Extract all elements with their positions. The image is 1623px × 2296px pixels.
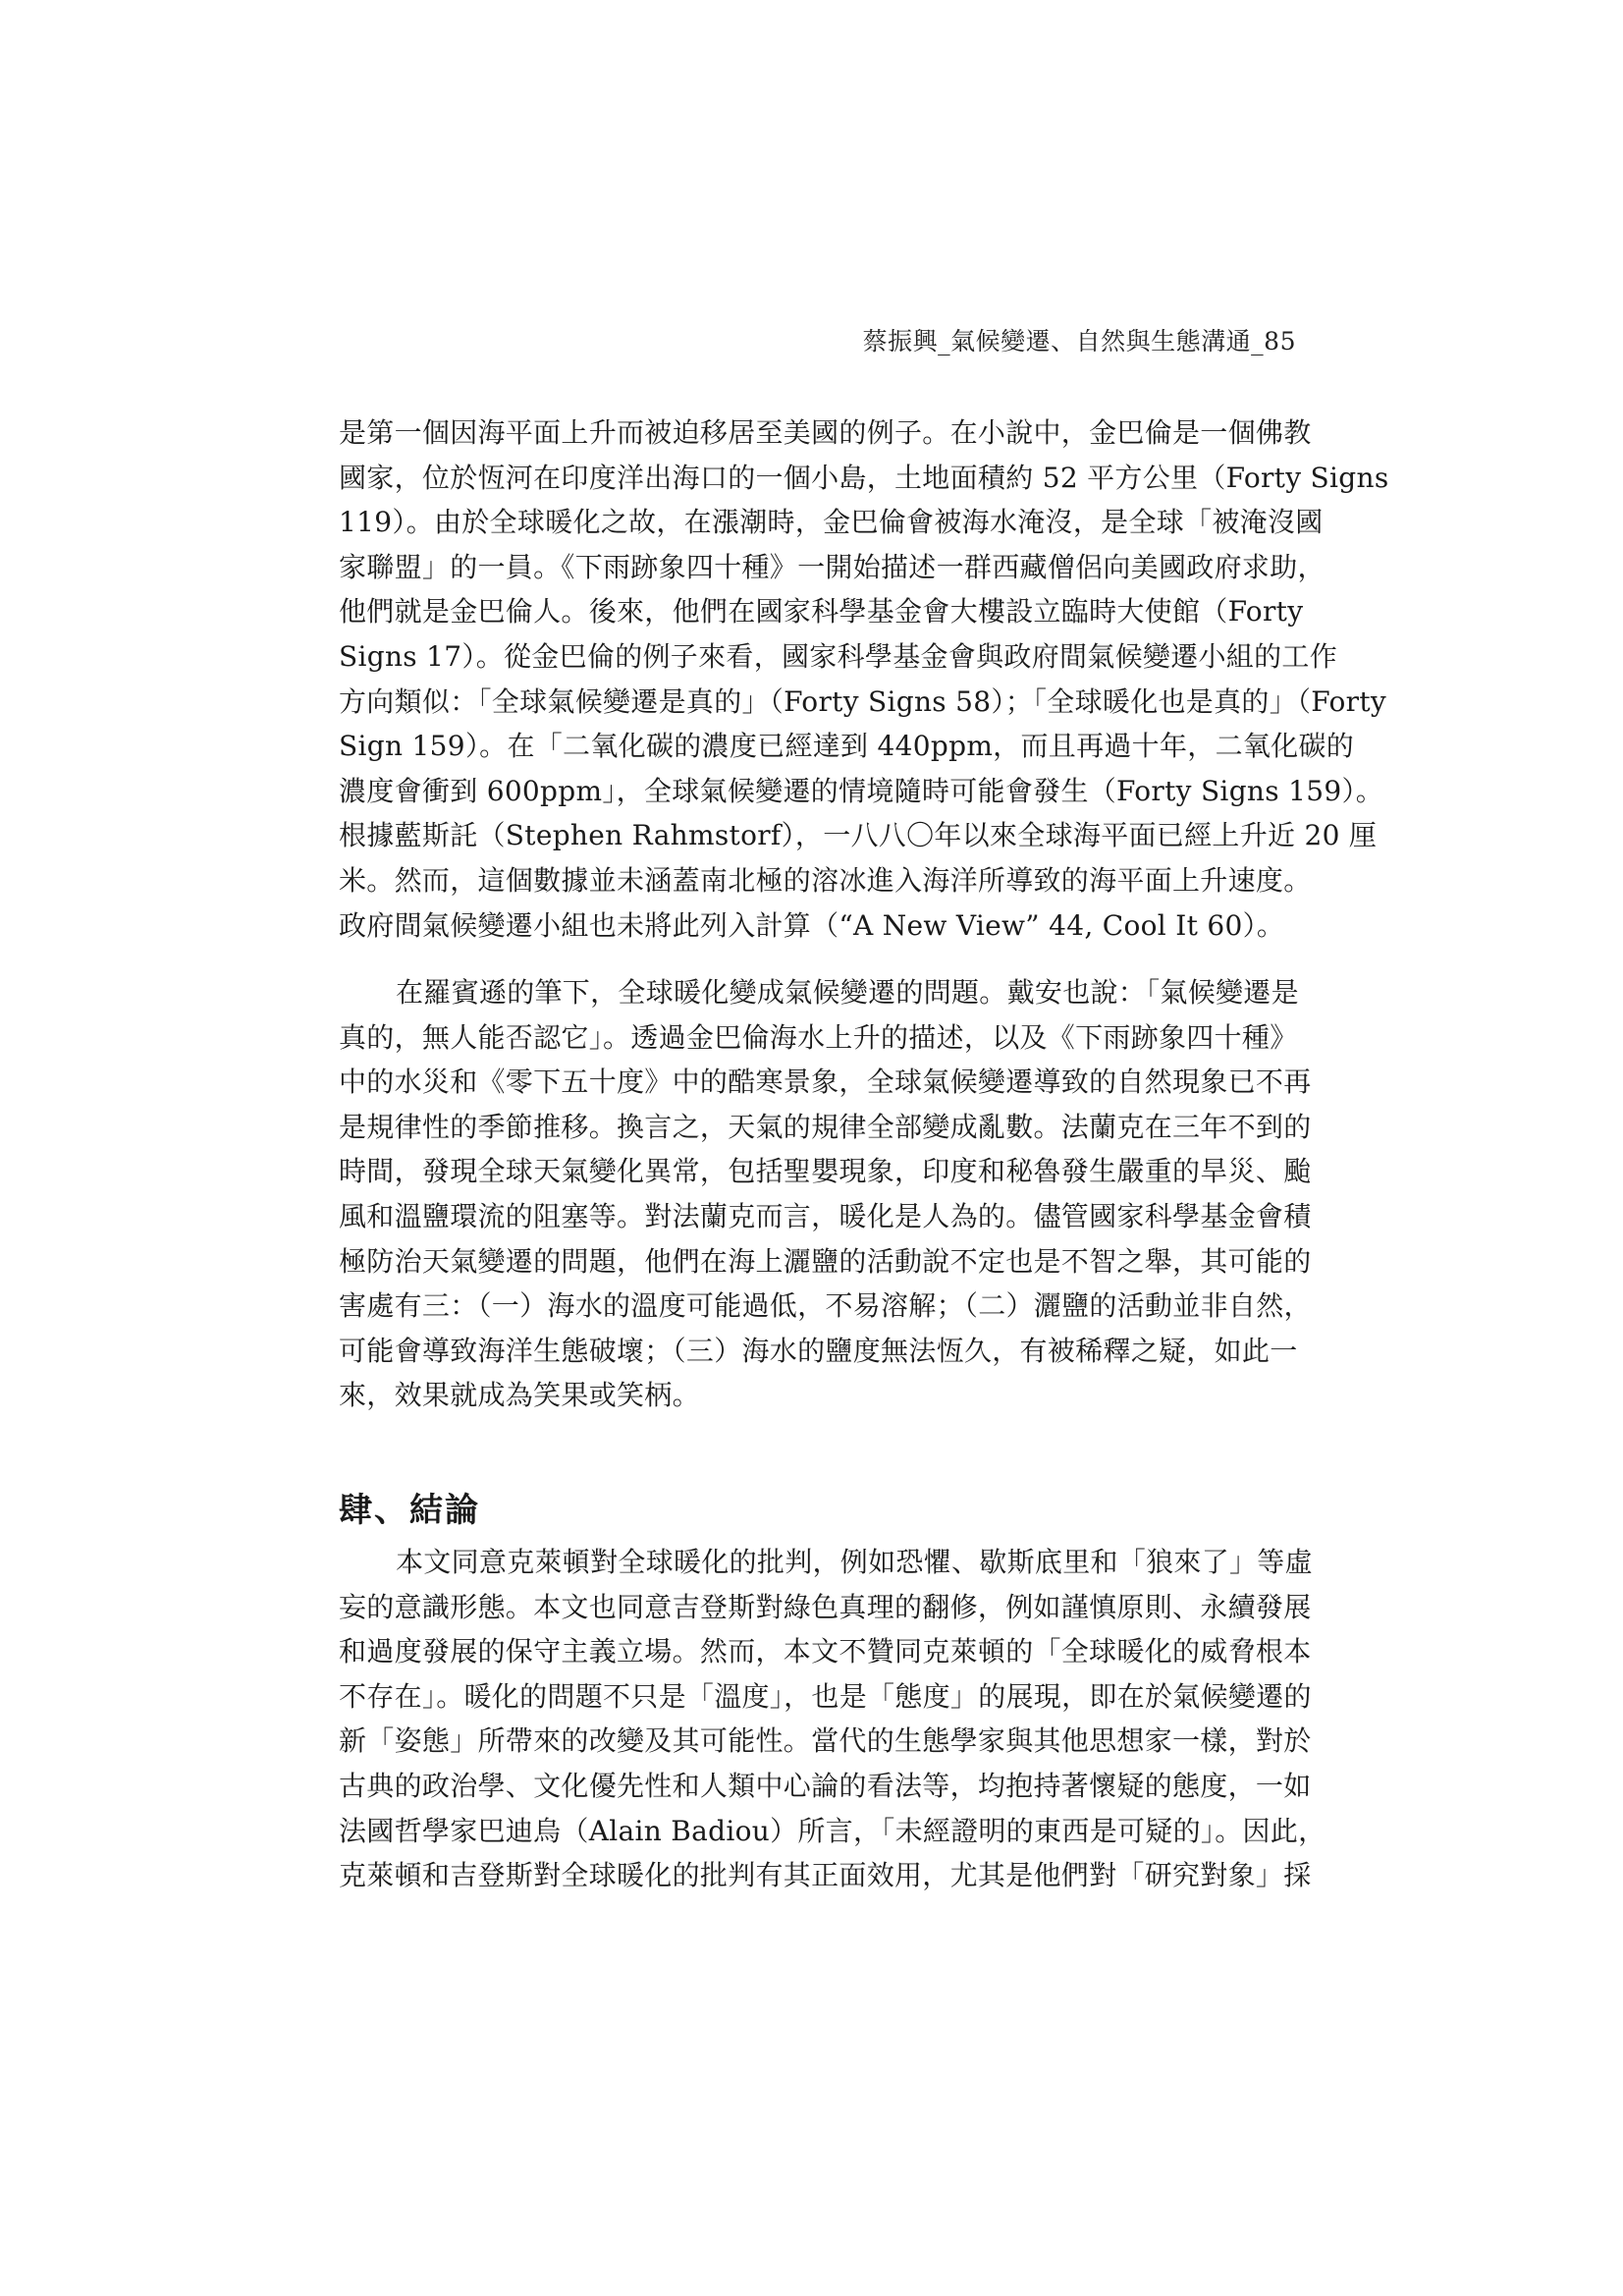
paragraph-line: 是規律性的季節推移。換言之，天氣的規律全部變成亂數。法蘭克在三年不到的	[339, 1110, 1312, 1143]
paragraph-line: 他們就是金巴倫人。後來，他們在國家科學基金會大樓設立臨時大使館（Forty	[339, 595, 1304, 629]
paragraph-line: 國家，位於恆河在印度洋出海口的一個小島，土地面積約 52 平方公里（Forty Signs	[339, 461, 1389, 494]
paragraph-line: 不存在」。暖化的問題不只是「溫度」，也是「態度」的展現，即在於氣候變遷的	[339, 1679, 1312, 1713]
paragraph-line: 本文同意克萊頓對全球暖化的批判，例如恐懼、歇斯底里和「狼來了」等虛	[396, 1546, 1313, 1578]
paragraph-line: 新「姿態」所帶來的改變及其可能性。當代的生態學家與其他思想家一樣，對於	[339, 1724, 1312, 1758]
paragraph-line: 克萊頓和吉登斯對全球暖化的批判有其正面效用，尤其是他們對「研究對象」採	[339, 1859, 1312, 1892]
paragraph-line: 根據藍斯託（Stephen Rahmstorf），一八八〇年以來全球海平面已經上升近 20 厘	[339, 819, 1378, 852]
paragraph-line: 濃度會衝到 600ppm」，全球氣候變遷的情境隨時可能會發生（Forty Signs 159）。	[339, 774, 1384, 807]
paragraph-2	[339, 970, 1312, 1418]
paragraph-line: 在羅賓遜的筆下，全球暖化變成氣候變遷的問題。戴安也說：「氣候變遷是	[396, 976, 1299, 1009]
paragraph-line: 妄的意識形態。本文也同意吉登斯對綠色真理的翻修，例如謹慎原則、永續發展	[339, 1590, 1312, 1623]
paragraph-line: 古典的政治學、文化優先性和人類中心論的看法等，均抱持著懷疑的態度，一如	[339, 1769, 1312, 1802]
paragraph-line: 米。然而，這個數據並未涵蓋南北極的溶冰進入海洋所導致的海平面上升速度。	[339, 863, 1312, 897]
section-heading: 肆、結論	[339, 1491, 480, 1530]
paragraph-line: 和過度發展的保守主義立場。然而，本文不贊同克萊頓的「全球暖化的威脅根本	[339, 1635, 1312, 1668]
paragraph-line: 家聯盟」的一員。《下雨跡象四十種》一開始描述一群西藏僧侶向美國政府求助，	[339, 550, 1325, 583]
paragraph-line: Sign 159）。在「二氧化碳的濃度已經達到 440ppm，而且再過十年，二氧化碳的	[339, 730, 1355, 763]
paragraph-line: 方向類似：「全球氣候變遷是真的」（Forty Signs 58）；「全球暖化也是真的」（Forty	[339, 684, 1387, 718]
running-head: 蔡振興_氣候變遷、自然與生態溝通_85	[862, 327, 1296, 355]
paragraph-line: 政府間氣候變遷小組也未將此列入計算（“A New View” 44, Cool It 60）。	[339, 908, 1285, 942]
paragraph-line: 中的水災和《零下五十度》中的酷寒景象，全球氣候變遷導致的自然現象已不再	[339, 1066, 1312, 1099]
paragraph-line: Signs 17）。從金巴倫的例子來看，國家科學基金會與政府間氣候變遷小組的工作	[339, 639, 1337, 673]
paragraph-line: 可能會導致海洋生態破壞；（三）海水的鹽度無法恆久，有被稀釋之疑，如此一	[339, 1334, 1298, 1367]
paragraph-1	[339, 410, 1389, 948]
paragraph-line: 風和溫鹽環流的阻塞等。對法蘭克而言，暖化是人為的。儘管國家科學基金會積	[339, 1199, 1312, 1232]
paragraph-3	[339, 1540, 1326, 1898]
paragraph-line: 真的，無人能否認它」。透過金巴倫海水上升的描述，以及《下雨跡象四十種》	[339, 1020, 1298, 1054]
paragraph-line: 害處有三：（一）海水的溫度可能過低，不易溶解；（二）灑鹽的活動並非自然，	[339, 1289, 1312, 1323]
paragraph-line: 119）。由於全球暖化之故，在漲潮時，金巴倫會被海水淹沒，是全球「被淹沒國	[339, 506, 1324, 539]
paragraph-line: 時間，發現全球天氣變化異常，包括聖嬰現象，印度和秘魯發生嚴重的旱災、颱	[339, 1155, 1312, 1188]
paragraph-line: 法國哲學家巴迪烏（Alain Badiou）所言，「未經證明的東西是可疑的」。因此，	[339, 1814, 1326, 1847]
paragraph-line: 來，效果就成為笑果或笑柄。	[339, 1379, 700, 1412]
paragraph-line: 是第一個因海平面上升而被迫移居至美國的例子。在小說中，金巴倫是一個佛教	[339, 416, 1312, 449]
paragraph-line: 極防治天氣變遷的問題，他們在海上灑鹽的活動說不定也是不智之舉，其可能的	[339, 1244, 1312, 1278]
